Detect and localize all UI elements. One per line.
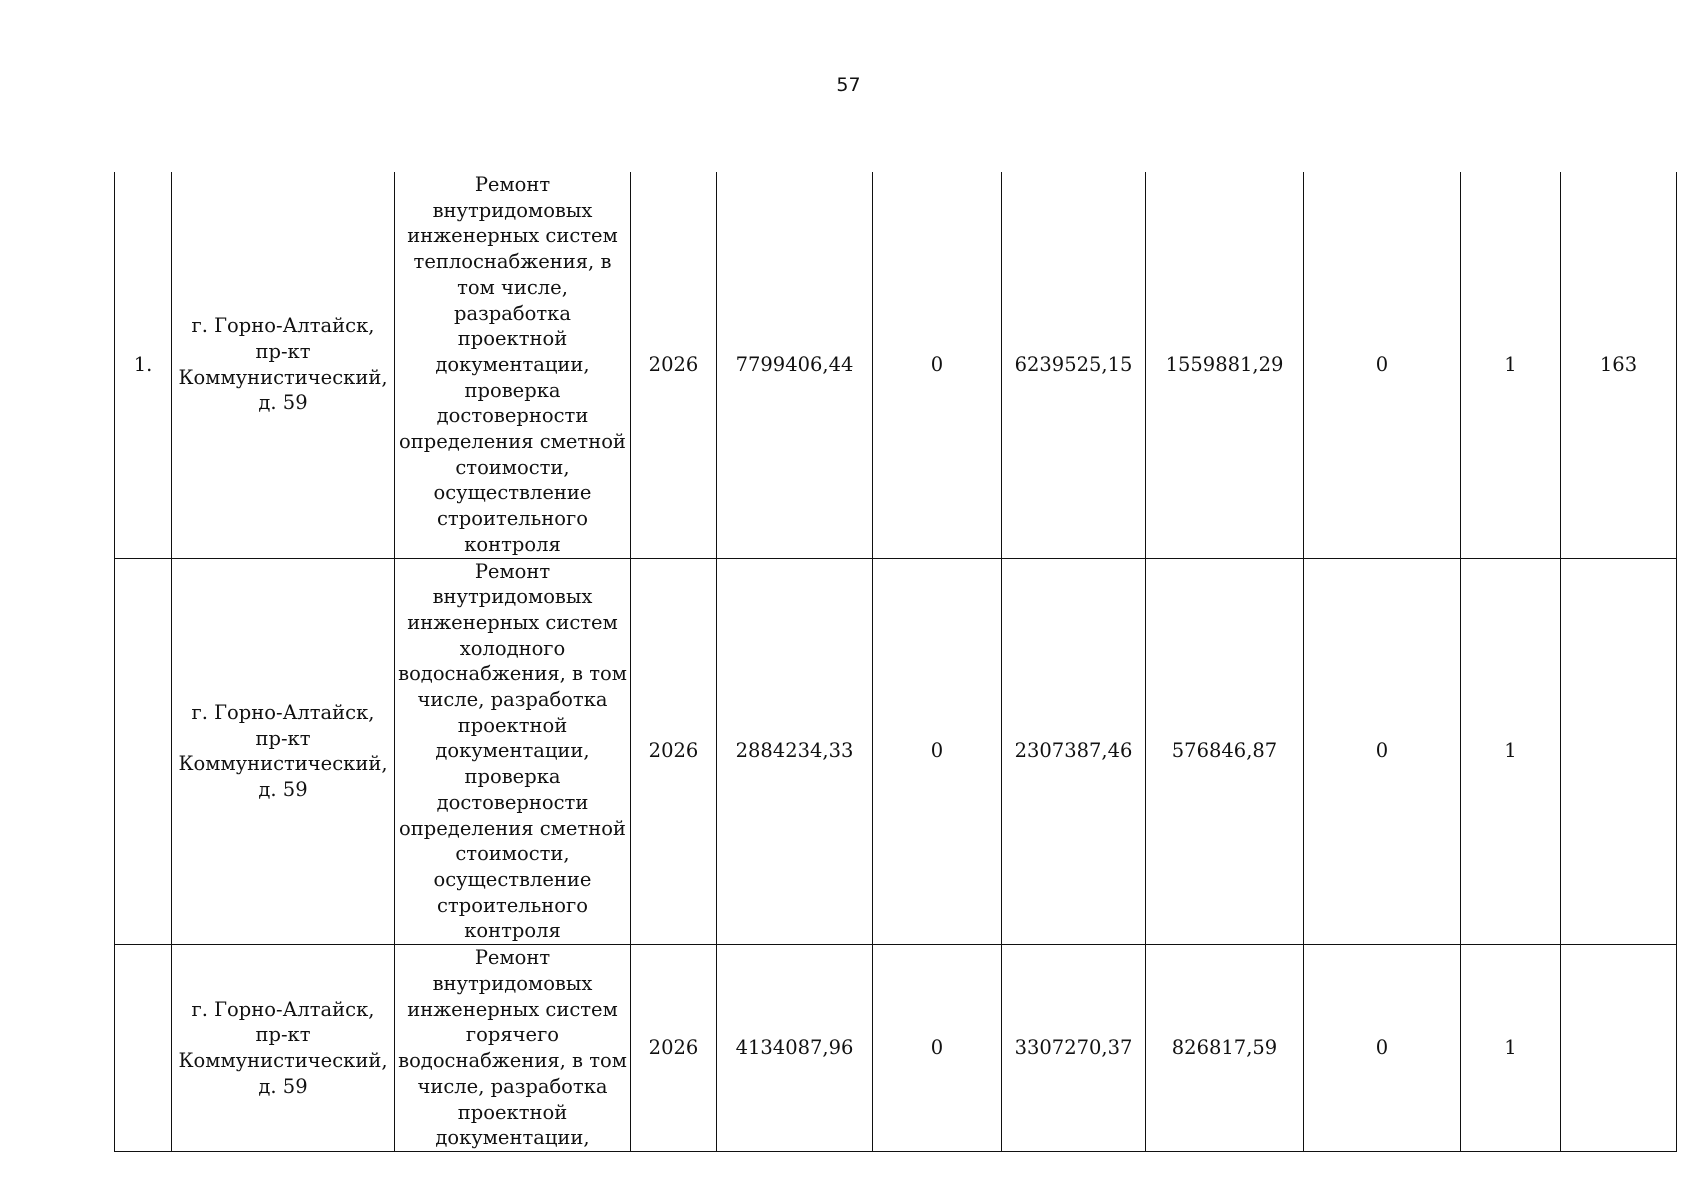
value-cell: 576846,87 [1146,558,1304,945]
total-cost-cell: 2884234,33 [717,558,873,945]
value-cell: 1 [1461,558,1561,945]
work-type-cell: Ремонт внутридомовых инженерных систем теплоснабжения, в том числе, разработка проектной документации, проверка достоверности определения сметной стоимости, осуществление строительного контроля [395,172,631,558]
work-type-cell: Ремонт внутридомовых инженерных систем горячего водоснабжения, в том числе, разработка проектной документации, [395,945,631,1152]
value-cell: 1559881,29 [1146,172,1304,558]
value-cell: 1 [1461,172,1561,558]
address-cell: г. Горно-Алтайск, пр-кт Коммунистический, д. 59 [172,172,395,558]
row-number [115,558,172,945]
value-cell: 0 [1304,558,1461,945]
year-cell: 2026 [631,945,717,1152]
page-number: 57 [836,74,861,96]
value-cell: 826817,59 [1146,945,1304,1152]
value-cell: 1 [1461,945,1561,1152]
value-cell [1561,558,1677,945]
work-type-cell: Ремонт внутридомовых инженерных систем холодного водоснабжения, в том числе, разработка проектной документации, проверка достоверности определения сметной стоимости, осуществление строительного контроля [395,558,631,945]
total-cost-cell: 7799406,44 [717,172,873,558]
value-cell: 0 [873,558,1002,945]
address-cell: г. Горно-Алтайск, пр-кт Коммунистический, д. 59 [172,945,395,1152]
row-number [115,945,172,1152]
value-cell: 163 [1561,172,1677,558]
row-number: 1. [115,172,172,558]
value-cell: 2307387,46 [1002,558,1146,945]
value-cell: 0 [1304,172,1461,558]
table-row [115,558,1677,945]
year-cell: 2026 [631,172,717,558]
value-cell: 6239525,15 [1002,172,1146,558]
address-cell: г. Горно-Алтайск, пр-кт Коммунистический, д. 59 [172,558,395,945]
value-cell [1561,945,1677,1152]
table-row [115,172,1677,558]
total-cost-cell: 4134087,96 [717,945,873,1152]
value-cell: 0 [873,945,1002,1152]
value-cell: 0 [1304,945,1461,1152]
value-cell: 0 [873,172,1002,558]
table-row [115,945,1677,1152]
works-table [114,172,1677,1152]
year-cell: 2026 [631,558,717,945]
value-cell: 3307270,37 [1002,945,1146,1152]
